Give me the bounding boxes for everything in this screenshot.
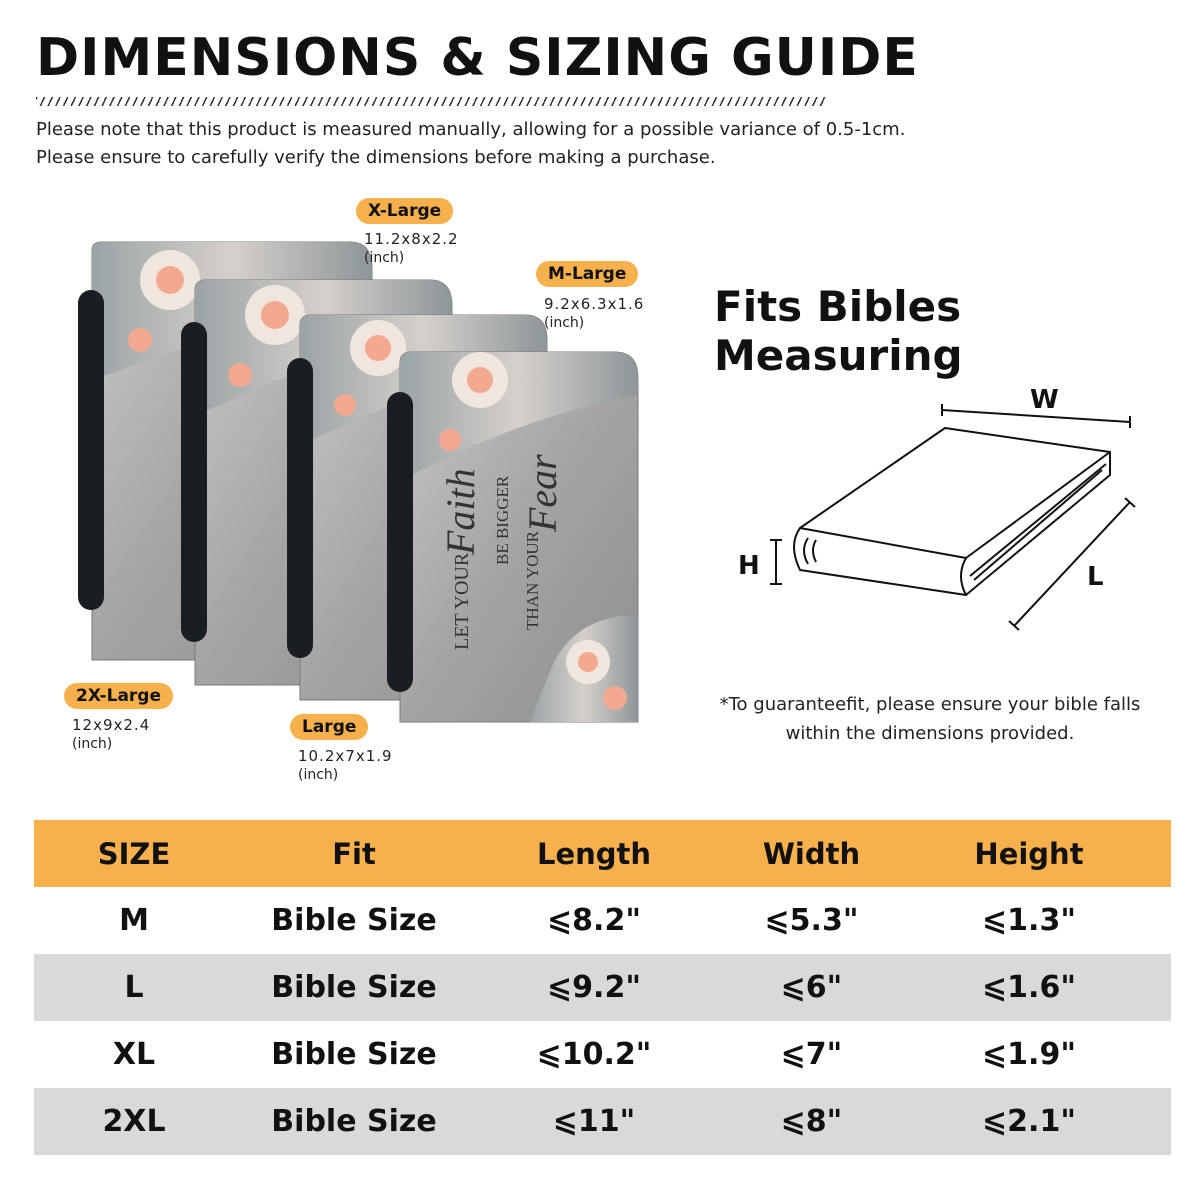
fits-bibles-title: Fits Bibles Measuring [714,282,963,380]
row-size: XL [112,1037,156,1072]
header-length: Length [536,836,652,871]
length-label: L [1087,562,1104,592]
row-height: ⩽1.6" [982,970,1076,1005]
size-dims-large: 10.2x7x1.9 [298,747,393,765]
cover-m-large [387,352,638,722]
header-size: SIZE [97,836,171,871]
book-measure-diagram [730,380,1150,640]
row-fit: Bible Size [271,903,437,938]
row-width: ⩽7" [780,1037,843,1072]
row-width: ⩽8" [780,1104,843,1139]
row-fit: Bible Size [271,970,437,1005]
size-unit-m-large: (inch) [544,315,585,331]
fit-guarantee-line1: *To guaranteefit, please ensure your bible falls [719,694,1141,715]
size-dims-2x-large: 12x9x2.4 [72,716,151,734]
row-length: ⩽8.2" [547,903,641,938]
cover-text-than-your: THAN YOUR [523,530,542,630]
width-label: W [1030,385,1059,415]
cover-text-fear: Fear [520,454,565,532]
page-title: DIMENSIONS & SIZING GUIDE [36,28,919,88]
table-row [34,1088,1171,1155]
row-width: ⩽5.3" [764,903,859,938]
size-tag-large: Large [290,714,368,740]
bible-cover-stack-image [60,201,660,752]
fit-guarantee-line2: within the dimensions provided. [785,723,1075,744]
row-length: ⩽9.2" [547,970,641,1005]
row-width: ⩽6" [780,970,843,1005]
table-row [34,887,1171,954]
row-fit: Bible Size [271,1037,437,1072]
size-tag-m-large: M-Large [536,261,638,287]
table-header-row [34,820,1171,887]
row-size: L [124,970,144,1005]
header-fit: Fit [332,836,376,871]
size-chart-table [34,820,1171,1155]
row-length: ⩽10.2" [536,1037,652,1072]
row-height: ⩽1.3" [982,903,1076,938]
hatched-divider [36,97,826,106]
size-dims-m-large: 9.2x6.3x1.6 [544,295,645,313]
row-length: ⩽11" [552,1104,636,1139]
row-size: M [119,903,149,938]
size-tag-2x-large: 2X-Large [64,683,173,709]
book-outline-icon [730,380,1150,640]
row-height: ⩽2.1" [982,1104,1076,1139]
table-row [34,954,1171,1021]
cover-text-let-your: LET YOUR [451,552,473,650]
measurement-note-line2: Please ensure to carefully verify the dimensions before making a purchase. [36,147,716,168]
size-unit-2x-large: (inch) [72,736,113,752]
row-fit: Bible Size [271,1104,437,1139]
height-label: H [738,551,760,581]
cover-text-be-bigger: BE BIGGER [493,475,512,565]
size-tag-x-large: X-Large [356,198,453,224]
size-unit-large: (inch) [298,767,339,783]
header-height: Height [974,836,1084,871]
measurement-note-line1: Please note that this product is measured manually, allowing for a possible variance of 0.5-1cm. [36,119,906,140]
size-unit-x-large: (inch) [364,250,405,266]
size-dims-x-large: 11.2x8x2.2 [364,230,459,248]
cover-text-faith: Faith [438,468,483,555]
row-height: ⩽1.9" [982,1037,1076,1072]
table-row [34,1021,1171,1088]
header-width: Width [762,836,861,871]
row-size: 2XL [102,1104,166,1139]
